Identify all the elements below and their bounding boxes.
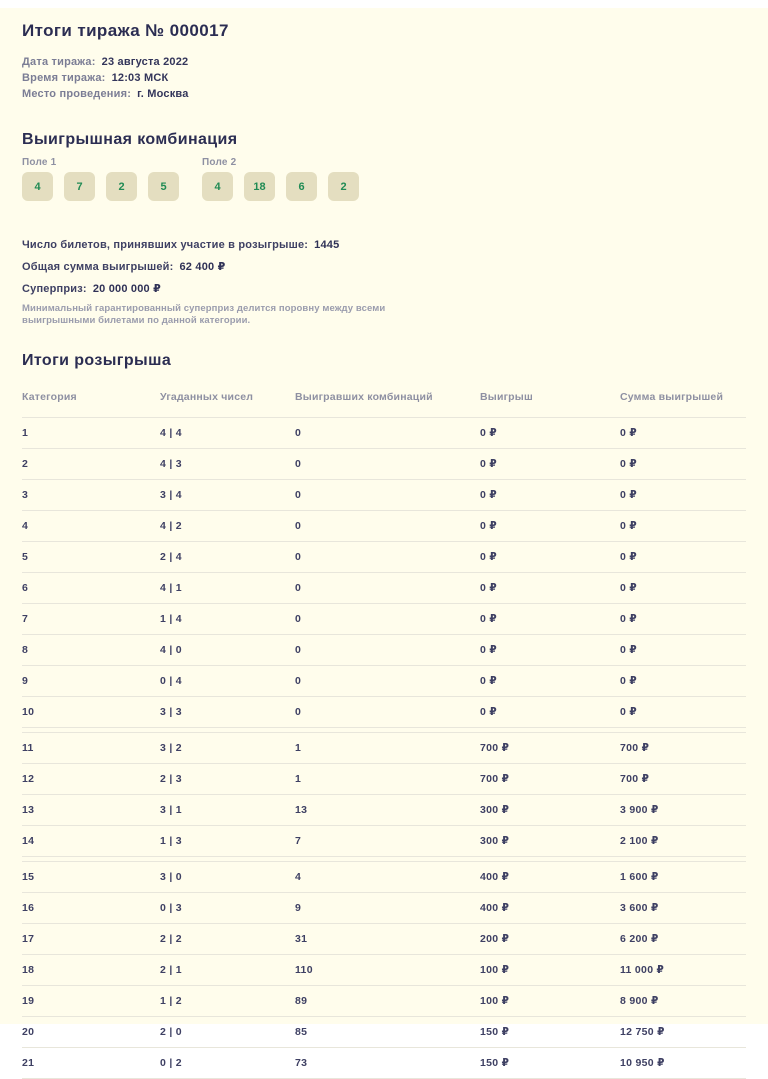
stat-label: Число билетов, принявших участие в розыгрыше: <box>22 239 309 251</box>
table-cell: 0 | 3 <box>160 902 182 914</box>
table-cell: 4 <box>22 520 29 532</box>
table-cell: 3 | 3 <box>160 706 182 718</box>
table-cell: 700 ₽ <box>480 742 510 754</box>
field-tiles <box>22 172 190 201</box>
table-cell: 2 | 0 <box>160 1026 182 1038</box>
table-row-group <box>22 861 746 1079</box>
field-tiles <box>202 172 370 201</box>
table-cell: 1 <box>295 742 302 754</box>
table-cell: 2 | 3 <box>160 773 182 785</box>
table-cell: 10 <box>22 706 35 718</box>
table-cell: 2 <box>22 458 29 470</box>
number-tile: 4 <box>202 172 233 201</box>
table-cell: 4 | 0 <box>160 644 182 656</box>
table-cell: 0 | 2 <box>160 1057 182 1069</box>
table-cell: 4 <box>295 871 302 883</box>
table-cell: 0 ₽ <box>620 489 637 501</box>
table-row <box>22 794 746 825</box>
table-row <box>22 634 746 665</box>
table-cell: 9 <box>22 675 29 687</box>
stat-line <box>22 281 746 297</box>
stat-label: Суперприз: <box>22 283 87 295</box>
draw-info-line <box>22 86 746 102</box>
stat-line <box>22 259 746 275</box>
table-cell: 0 ₽ <box>480 427 497 439</box>
table-cell: 3 600 ₽ <box>620 902 659 914</box>
table-row <box>22 603 746 634</box>
table-cell: 8 900 ₽ <box>620 995 659 1007</box>
table-cell: 1 600 ₽ <box>620 871 659 883</box>
combination-field <box>202 157 370 201</box>
table-cell: 0 ₽ <box>480 613 497 625</box>
table-cell: 0 <box>295 675 302 687</box>
table-cell: 31 <box>295 933 308 945</box>
table-cell: 3 <box>22 489 29 501</box>
table-cell: 0 ₽ <box>480 706 497 718</box>
table-cell: 85 <box>295 1026 308 1038</box>
table-cell: 3 | 4 <box>160 489 182 501</box>
table-cell: 1 | 4 <box>160 613 182 625</box>
table-cell: 0 <box>295 582 302 594</box>
table-cell: 0 ₽ <box>480 520 497 532</box>
table-row <box>22 1016 746 1047</box>
table-cell: 7 <box>295 835 302 847</box>
table-cell: 5 <box>22 551 29 563</box>
table-cell: 3 | 0 <box>160 871 182 883</box>
table-cell: 15 <box>22 871 35 883</box>
table-cell: 1 <box>295 773 302 785</box>
number-tile: 7 <box>64 172 95 201</box>
draw-info <box>22 54 746 102</box>
table-row <box>22 541 746 572</box>
draw-info-label: Время тиража: <box>22 72 106 84</box>
table-cell: 19 <box>22 995 35 1007</box>
table-cell: 0 ₽ <box>620 675 637 687</box>
table-cell: 100 ₽ <box>480 964 510 976</box>
table-cell: 0 ₽ <box>480 551 497 563</box>
number-tile: 6 <box>286 172 317 201</box>
table-cell: 21 <box>22 1057 35 1069</box>
table-cell: 11 000 ₽ <box>620 964 665 976</box>
table-cell: 0 ₽ <box>620 582 637 594</box>
draw-stats <box>22 237 746 297</box>
table-cell: 14 <box>22 835 35 847</box>
table-cell: 700 ₽ <box>620 773 650 785</box>
winning-combination <box>22 157 746 201</box>
number-tile: 4 <box>22 172 53 201</box>
table-cell: 2 | 2 <box>160 933 182 945</box>
table-cell: 150 ₽ <box>480 1057 510 1069</box>
draw-info-label: Дата тиража: <box>22 56 96 68</box>
table-cell: 0 ₽ <box>620 644 637 656</box>
table-row <box>22 665 746 696</box>
table-cell: 0 ₽ <box>620 706 637 718</box>
table-cell: 0 <box>295 427 302 439</box>
table-cell: 700 ₽ <box>620 742 650 754</box>
table-cell: 150 ₽ <box>480 1026 510 1038</box>
table-cell: 0 <box>295 644 302 656</box>
number-tile: 5 <box>148 172 179 201</box>
table-cell: 0 ₽ <box>480 644 497 656</box>
table-row <box>22 892 746 923</box>
table-row-group <box>22 417 746 728</box>
table-cell: 20 <box>22 1026 35 1038</box>
table-cell: 0 <box>295 551 302 563</box>
table-cell: 0 ₽ <box>620 520 637 532</box>
results-heading: Итоги розыгрыша <box>22 352 172 369</box>
table-cell: 6 <box>22 582 29 594</box>
number-tile: 2 <box>106 172 137 201</box>
table-cell: 18 <box>22 964 35 976</box>
table-cell: 0 ₽ <box>620 458 637 470</box>
table-cell: 4 | 1 <box>160 582 182 594</box>
column-header: Сумма выигрышей <box>620 391 724 403</box>
number-tile: 18 <box>244 172 275 201</box>
table-row <box>22 510 746 541</box>
table-cell: 300 ₽ <box>480 804 510 816</box>
table-cell: 3 900 ₽ <box>620 804 659 816</box>
table-cell: 16 <box>22 902 35 914</box>
table-cell: 13 <box>22 804 35 816</box>
table-row <box>22 954 746 985</box>
table-row <box>22 732 746 763</box>
column-header: Угаданных чисел <box>160 391 254 403</box>
table-cell: 3 | 2 <box>160 742 182 754</box>
table-cell: 12 <box>22 773 35 785</box>
table-cell: 13 <box>295 804 308 816</box>
column-header: Выигравших комбинаций <box>295 391 433 403</box>
table-row-group <box>22 732 746 857</box>
table-cell: 0 ₽ <box>620 427 637 439</box>
field-label: Поле 2 <box>202 157 237 168</box>
stat-value: 20 000 000 ₽ <box>92 283 161 295</box>
table-cell: 1 <box>22 427 29 439</box>
table-cell: 2 | 1 <box>160 964 182 976</box>
table-row <box>22 985 746 1016</box>
table-cell: 6 200 ₽ <box>620 933 659 945</box>
table-cell: 10 950 ₽ <box>620 1057 665 1069</box>
draw-info-value: г. Москва <box>137 88 189 100</box>
table-cell: 2 | 4 <box>160 551 182 563</box>
column-header: Категория <box>22 391 77 403</box>
table-cell: 7 <box>22 613 29 625</box>
table-cell: 4 | 4 <box>160 427 182 439</box>
table-cell: 700 ₽ <box>480 773 510 785</box>
combination-field <box>22 157 190 201</box>
superprize-note: Минимальный гарантированный суперприз делится поровну между всеми выигрышными билетами по данной категории. <box>22 303 386 326</box>
stat-line <box>22 237 746 253</box>
table-cell: 2 100 ₽ <box>620 835 659 847</box>
table-row <box>22 923 746 954</box>
table-cell: 400 ₽ <box>480 902 510 914</box>
draw-info-value: 12:03 МСК <box>111 72 169 84</box>
table-row <box>22 479 746 510</box>
table-cell: 300 ₽ <box>480 835 510 847</box>
winning-combination-heading: Выигрышная комбинация <box>22 131 238 148</box>
lottery-draw-results-page <box>0 8 768 1069</box>
table-cell: 9 <box>295 902 302 914</box>
table-cell: 0 <box>295 613 302 625</box>
draw-info-line <box>22 54 746 70</box>
column-header: Выигрыш <box>480 391 533 403</box>
draw-info-value: 23 августа 2022 <box>101 56 189 68</box>
table-cell: 0 <box>295 706 302 718</box>
table-cell: 73 <box>295 1057 308 1069</box>
stat-value: 62 400 ₽ <box>179 261 226 273</box>
table-cell: 0 ₽ <box>480 675 497 687</box>
table-cell: 11 <box>22 742 34 754</box>
table-cell: 0 <box>295 520 302 532</box>
number-tile: 2 <box>328 172 359 201</box>
table-cell: 4 | 2 <box>160 520 182 532</box>
table-cell: 200 ₽ <box>480 933 510 945</box>
table-cell: 0 <box>295 458 302 470</box>
table-row <box>22 763 746 794</box>
table-cell: 100 ₽ <box>480 995 510 1007</box>
table-cell: 1 | 3 <box>160 835 182 847</box>
table-row <box>22 825 746 856</box>
table-cell: 8 <box>22 644 29 656</box>
table-row <box>22 1047 746 1078</box>
table-cell: 3 | 1 <box>160 804 182 816</box>
table-cell: 400 ₽ <box>480 871 510 883</box>
table-cell: 0 ₽ <box>480 489 497 501</box>
table-row <box>22 572 746 603</box>
field-label: Поле 1 <box>22 157 57 168</box>
table-cell: 110 <box>295 964 313 976</box>
table-cell: 89 <box>295 995 308 1007</box>
results-table-header <box>22 391 746 403</box>
results-table-body <box>22 417 746 1079</box>
table-row <box>22 417 746 448</box>
table-row <box>22 861 746 892</box>
table-cell: 0 <box>295 489 302 501</box>
draw-info-line <box>22 70 746 86</box>
table-cell: 0 ₽ <box>620 613 637 625</box>
table-cell: 1 | 2 <box>160 995 182 1007</box>
stat-label: Общая сумма выигрышей: <box>22 261 174 273</box>
table-cell: 0 ₽ <box>480 582 497 594</box>
page-title: Итоги тиража № 000017 <box>22 21 229 40</box>
table-row <box>22 696 746 727</box>
stat-value: 1445 <box>314 239 340 251</box>
table-cell: 0 | 4 <box>160 675 182 687</box>
table-cell: 12 750 ₽ <box>620 1026 665 1038</box>
table-cell: 0 ₽ <box>620 551 637 563</box>
table-cell: 0 ₽ <box>480 458 497 470</box>
table-cell: 4 | 3 <box>160 458 182 470</box>
draw-info-label: Место проведения: <box>22 88 132 100</box>
table-cell: 17 <box>22 933 35 945</box>
table-row <box>22 448 746 479</box>
